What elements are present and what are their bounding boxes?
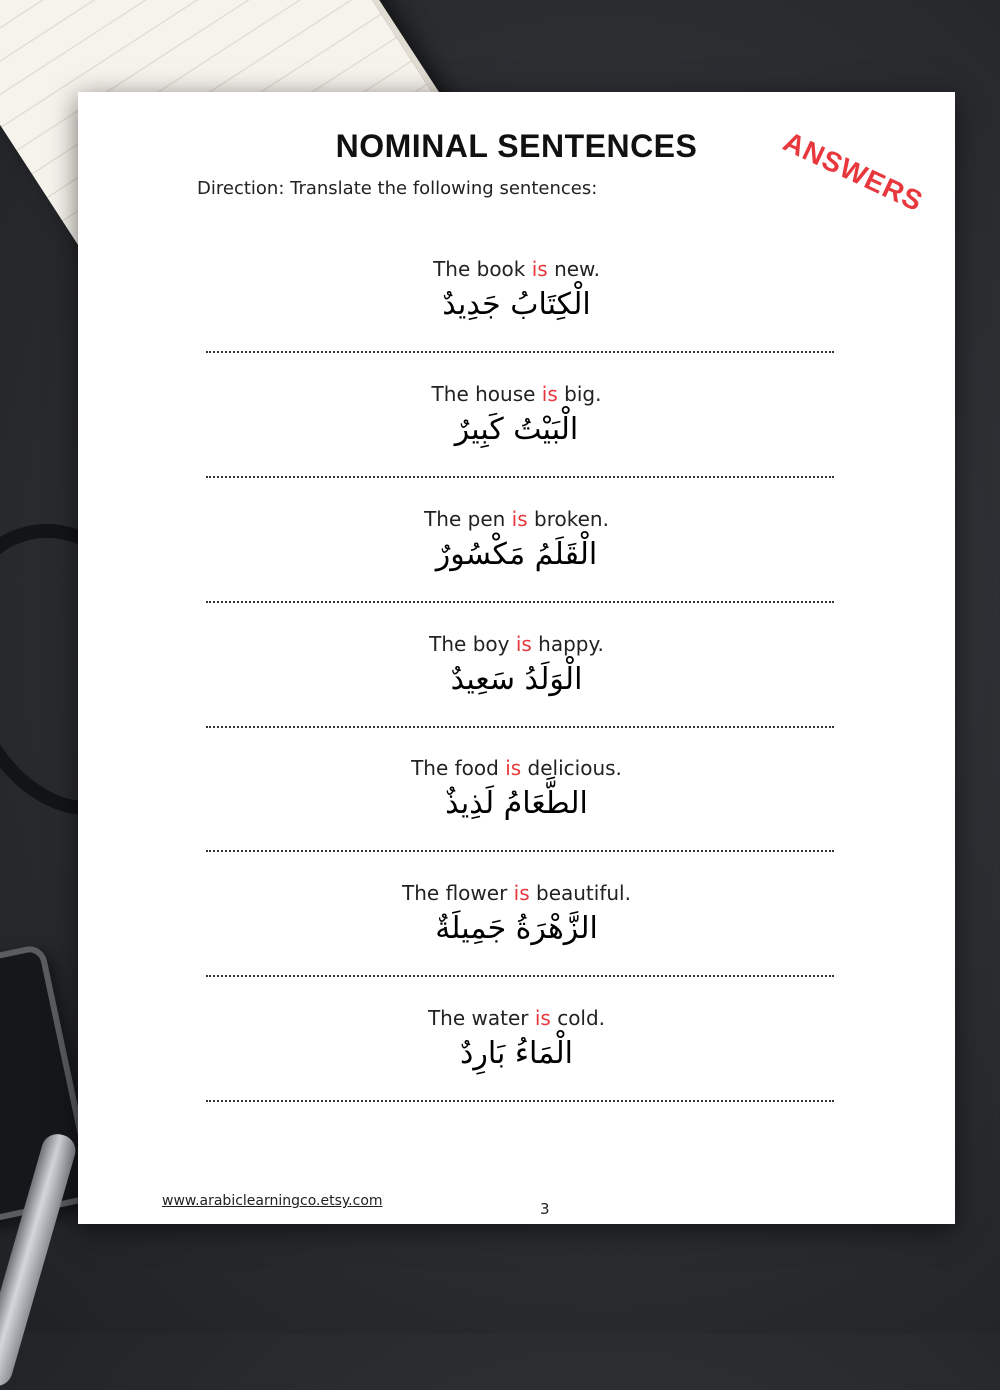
exercise-item-4 bbox=[78, 632, 955, 757]
arabic-answer: الطَّعَامُ لَذِيذٌ bbox=[445, 786, 588, 821]
worksheet-page bbox=[78, 92, 955, 1224]
footer-link[interactable]: www.arabiclearningco.etsy.com bbox=[162, 1193, 383, 1209]
arabic-answer: الْوَلَدُ سَعِيدٌ bbox=[450, 662, 583, 697]
highlighted-verb: is bbox=[515, 632, 532, 656]
highlighted-verb: is bbox=[511, 507, 528, 531]
exercise-item-3 bbox=[78, 507, 955, 632]
page-number: 3 bbox=[540, 1200, 550, 1218]
arabic-answer: الْمَاءُ بَارِدٌ bbox=[460, 1036, 573, 1071]
english-sentence: The boy is happy. bbox=[429, 632, 604, 656]
english-sentence: The food is delicious. bbox=[411, 756, 622, 780]
highlighted-verb: is bbox=[534, 1006, 551, 1030]
english-sentence: The book is new. bbox=[433, 257, 600, 281]
english-sentence: The pen is broken. bbox=[424, 507, 609, 531]
english-sentence: The water is cold. bbox=[427, 1006, 606, 1030]
exercise-item-6 bbox=[78, 881, 955, 1006]
arabic-answer: الزَّهْرَةُ جَمِيلَةٌ bbox=[435, 911, 598, 946]
exercise-item-5 bbox=[78, 756, 955, 881]
arabic-answer: الْبَيْتُ كَبِيرٌ bbox=[454, 412, 579, 447]
arabic-answer: الْكِتَابُ جَدِيدٌ bbox=[442, 287, 591, 322]
exercise-item-7 bbox=[78, 1006, 955, 1131]
exercise-item-1 bbox=[78, 257, 955, 382]
highlighted-verb: is bbox=[531, 257, 548, 281]
english-sentence: The flower is beautiful. bbox=[402, 881, 631, 905]
exercise-item-2 bbox=[78, 382, 955, 507]
highlighted-verb: is bbox=[513, 881, 530, 905]
highlighted-verb: is bbox=[505, 756, 522, 780]
highlighted-verb: is bbox=[541, 382, 558, 406]
answers-stamp: ANSWERS bbox=[778, 125, 928, 218]
english-sentence: The house is big. bbox=[431, 382, 602, 406]
arabic-answer: الْقَلَمُ مَكْسُورٌ bbox=[435, 537, 598, 572]
direction-text: Direction: Translate the following sentences: bbox=[197, 178, 598, 199]
page-title: NOMINAL SENTENCES bbox=[335, 128, 698, 164]
